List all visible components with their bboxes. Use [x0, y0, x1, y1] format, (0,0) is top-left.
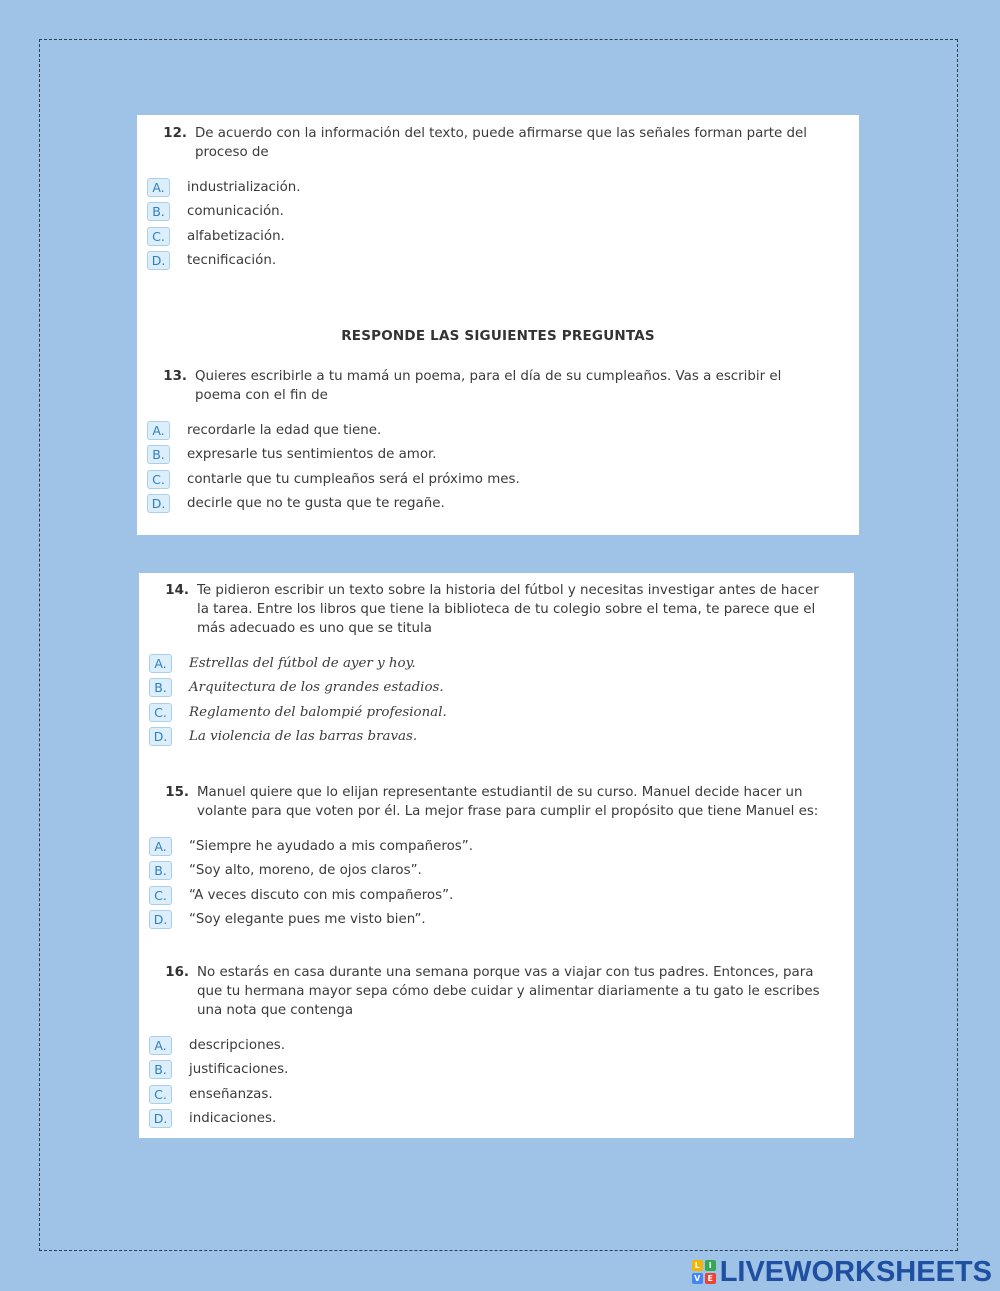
option-b[interactable] — [149, 443, 829, 468]
option-text: “Siempre he ayudado a mis compañeros”. — [189, 838, 473, 854]
option-letter[interactable]: D. — [149, 910, 172, 929]
question-text: No estarás en casa durante una semana porque vas a viajar con tus padres. Entonces, para que tu hermana mayor sepa cómo debe cuidar y alimentar diariamente a tu gato le escribes una nota que contenga — [197, 965, 820, 1018]
liveworksheets-logo-icon — [692, 1260, 716, 1284]
option-text: Reglamento del balompié profesional. — [189, 704, 447, 720]
option-text: comunicación. — [187, 204, 284, 220]
option-text: enseñanzas. — [189, 1086, 273, 1102]
option-letter[interactable]: B. — [149, 861, 172, 880]
question-number: 16. — [165, 965, 189, 980]
option-text: Estrellas del fútbol de ayer y hoy. — [189, 655, 416, 671]
question-number: 15. — [165, 785, 189, 800]
option-text: indicaciones. — [189, 1111, 277, 1127]
question-text: Te pidieron escribir un texto sobre la historia del fútbol y necesitas investigar antes de hacer la tarea. Entre los libros que tiene la biblioteca de tu colegio sobre el tema, te parece que el más adecuado es uno que se titula — [197, 583, 819, 636]
option-d[interactable] — [151, 725, 824, 750]
option-letter[interactable]: B. — [149, 678, 172, 697]
option-d[interactable] — [149, 492, 829, 517]
option-text: justificaciones. — [189, 1062, 289, 1078]
option-a[interactable] — [151, 834, 824, 859]
question-12 — [149, 124, 829, 273]
option-letter[interactable]: D. — [147, 494, 170, 513]
logo-tile: I — [705, 1260, 716, 1271]
option-letter[interactable]: D. — [149, 1109, 172, 1128]
option-letter[interactable]: A. — [147, 178, 170, 197]
option-text: expresarle tus sentimientos de amor. — [187, 447, 437, 463]
option-b[interactable] — [151, 676, 824, 701]
option-letter[interactable]: C. — [147, 470, 170, 489]
option-text: descripciones. — [189, 1037, 286, 1053]
option-b[interactable] — [151, 1058, 824, 1083]
option-letter[interactable]: D. — [149, 727, 172, 746]
option-letter[interactable]: A. — [147, 421, 170, 440]
option-letter[interactable]: C. — [149, 886, 172, 905]
question-text: Quieres escribirle a tu mamá un poema, para el día de su cumpleaños. Vas a escribir el poema con el fin de — [195, 369, 782, 403]
liveworksheets-brand — [692, 1257, 992, 1287]
option-a[interactable] — [151, 651, 824, 676]
option-text: tecnificación. — [187, 253, 277, 269]
option-letter[interactable]: C. — [147, 227, 170, 246]
option-c[interactable] — [149, 467, 829, 492]
option-text: alfabetización. — [187, 228, 285, 244]
brand-name: LIVEWORKSHEETS — [719, 1255, 992, 1288]
question-14 — [151, 581, 824, 749]
option-text: “Soy alto, moreno, de ojos claros”. — [189, 863, 422, 879]
option-letter[interactable]: C. — [149, 703, 172, 722]
logo-tile: V — [692, 1273, 703, 1284]
option-a[interactable] — [149, 418, 829, 443]
option-b[interactable] — [151, 859, 824, 884]
option-letter[interactable]: A. — [149, 1036, 172, 1055]
question-panel-1 — [137, 115, 859, 535]
option-text: Arquitectura de los grandes estadios. — [189, 680, 444, 696]
question-text: Manuel quiere que lo elijan representante estudiantil de su curso. Manuel decide hacer un volante para que voten por él. La mejor frase para cumplir el propósito que tiene Manuel es: — [197, 785, 819, 819]
option-text: industrialización. — [187, 179, 301, 195]
option-letter[interactable]: C. — [149, 1085, 172, 1104]
option-letter[interactable]: A. — [149, 837, 172, 856]
option-letter[interactable]: B. — [147, 445, 170, 464]
option-text: “A veces discuto con mis compañeros”. — [189, 887, 454, 903]
option-text: contarle que tu cumpleaños será el próximo mes. — [187, 471, 520, 487]
option-text: “Soy elegante pues me visto bien”. — [189, 912, 426, 928]
option-letter[interactable]: B. — [149, 1060, 172, 1079]
question-number: 14. — [165, 583, 189, 598]
question-13 — [149, 367, 829, 516]
option-text: decirle que no te gusta que te regañe. — [187, 496, 445, 512]
section-heading: RESPONDE LAS SIGUIENTES PREGUNTAS — [341, 328, 655, 344]
option-d[interactable] — [151, 1107, 824, 1132]
option-d[interactable] — [149, 249, 829, 274]
option-a[interactable] — [151, 1033, 824, 1058]
option-c[interactable] — [151, 883, 824, 908]
option-c[interactable] — [149, 224, 829, 249]
option-text: La violencia de las barras bravas. — [189, 729, 418, 745]
option-letter[interactable]: B. — [147, 202, 170, 221]
option-text: recordarle la edad que tiene. — [187, 422, 382, 438]
option-letter[interactable]: D. — [147, 251, 170, 270]
question-number: 13. — [163, 369, 187, 384]
question-panel-2 — [139, 573, 854, 1138]
logo-tile: L — [692, 1260, 703, 1271]
option-c[interactable] — [151, 1082, 824, 1107]
option-b[interactable] — [149, 200, 829, 225]
option-d[interactable] — [151, 908, 824, 933]
question-15 — [151, 783, 824, 932]
option-a[interactable] — [149, 175, 829, 200]
question-number: 12. — [163, 126, 187, 141]
option-letter[interactable]: A. — [149, 654, 172, 673]
option-c[interactable] — [151, 700, 824, 725]
logo-tile: E — [705, 1273, 716, 1284]
question-16 — [151, 963, 824, 1131]
question-text: De acuerdo con la información del texto, puede afirmarse que las señales forman parte del proceso de — [195, 126, 807, 160]
